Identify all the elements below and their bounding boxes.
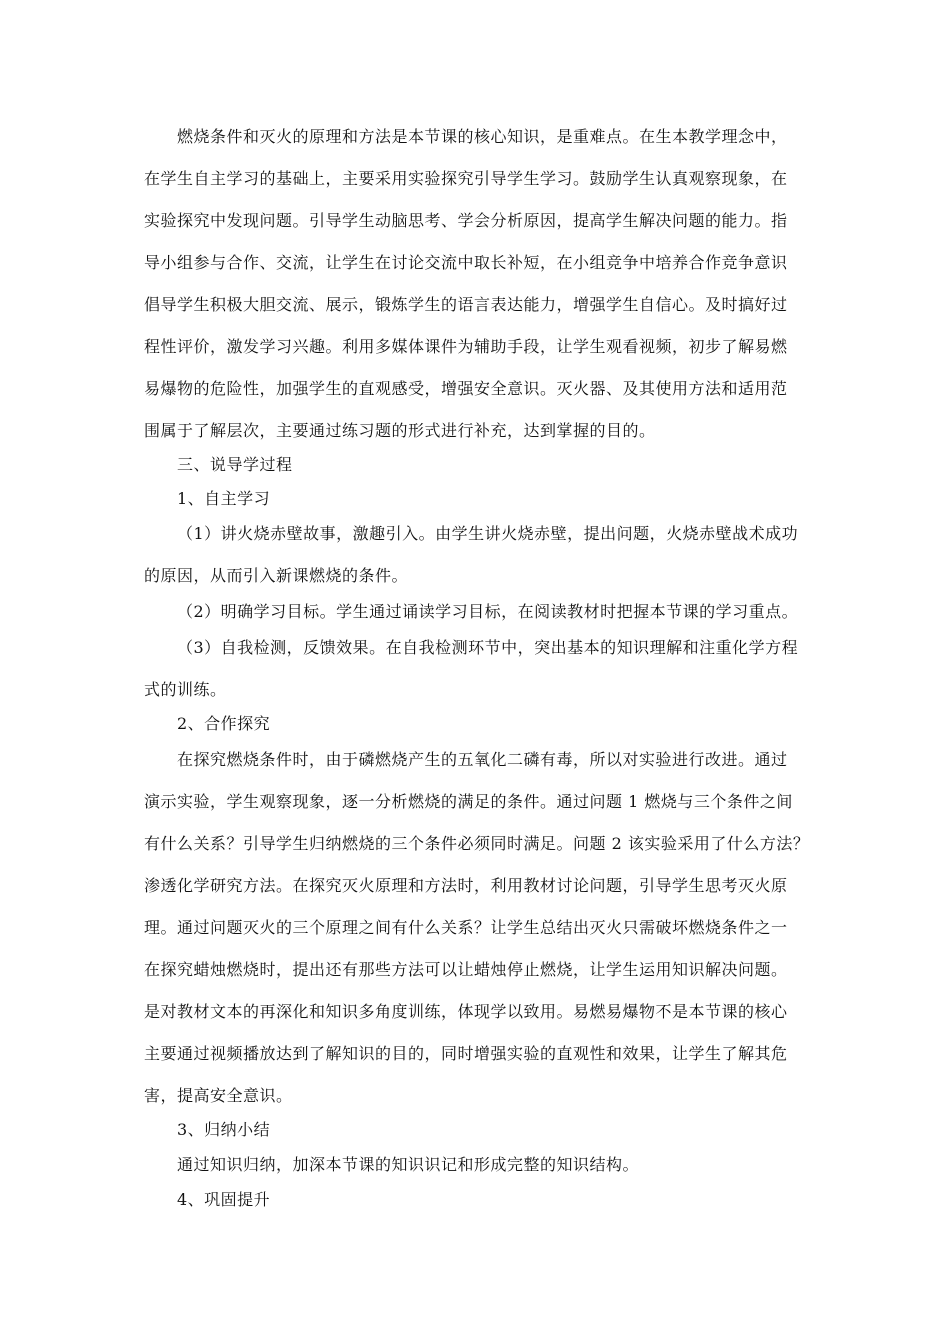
paragraph-line: 在学生自主学习的基础上，主要采用实验探究引导学生学习。鼓励学生认真观察现象，在 (144, 169, 788, 188)
paragraph-line: （2）明确学习目标。学生通过诵读学习目标，在阅读教材时把握本节课的学习重点。 (177, 602, 799, 621)
paragraph-line: 有什么关系？引导学生归纳燃烧的三个条件必须同时满足。问题 2 该实验采用了什么方法？ (144, 834, 810, 853)
paragraph-line: 在探究燃烧条件时，由于磷燃烧产生的五氧化二磷有毒，所以对实验进行改进。通过 (177, 750, 788, 769)
paragraph-line: （3）自我检测，反馈效果。在自我检测环节中，突出基本的知识理解和注重化学方程 (177, 638, 799, 657)
subsection-heading: 1、自主学习 (177, 489, 271, 508)
section-heading: 三、说导学过程 (177, 455, 293, 474)
paragraph-line: 演示实验，学生观察现象，逐一分析燃烧的满足的条件。通过问题 1 燃烧与三个条件之间 (144, 792, 793, 811)
paragraph-line: 程性评价，激发学习兴趣。利用多媒体课件为辅助手段，让学生观看视频，初步了解易燃 (144, 337, 788, 356)
paragraph-line: 实验探究中发现问题。引导学生动脑思考、学会分析原因，提高学生解决问题的能力。指 (144, 211, 788, 230)
paragraph-line: 渗透化学研究方法。在探究灭火原理和方法时，利用教材讨论问题，引导学生思考灭火原 (144, 876, 788, 895)
paragraph-line: （1）讲火烧赤壁故事，激趣引入。由学生讲火烧赤壁，提出问题，火烧赤壁战术成功 (177, 524, 799, 543)
paragraph-line: 主要通过视频播放达到了解知识的目的，同时增强实验的直观性和效果，让学生了解其危 (144, 1044, 788, 1063)
paragraph-line: 易爆物的危险性，加强学生的直观感受，增强安全意识。灭火器、及其使用方法和适用范 (144, 379, 788, 398)
subsection-heading: 2、合作探究 (177, 714, 271, 733)
paragraph-line: 倡导学生积极大胆交流、展示，锻炼学生的语言表达能力，增强学生自信心。及时搞好过 (144, 295, 788, 314)
subsection-heading: 4、巩固提升 (177, 1190, 271, 1209)
paragraph-line: 式的训练。 (144, 680, 227, 699)
paragraph-line: 燃烧条件和灭火的原理和方法是本节课的核心知识，是重难点。在生本教学理念中， (177, 127, 788, 146)
paragraph-line: 在探究蜡烛燃烧时，提出还有那些方法可以让蜡烛停止燃烧，让学生运用知识解决问题。 (144, 960, 788, 979)
paragraph-line: 理。通过问题灭火的三个原理之间有什么关系？让学生总结出灭火只需破坏燃烧条件之一 (144, 918, 788, 937)
paragraph-line: 通过知识归纳，加深本节课的知识识记和形成完整的知识结构。 (177, 1155, 640, 1174)
paragraph-line: 导小组参与合作、交流，让学生在讨论交流中取长补短，在小组竞争中培养合作竞争意识 (144, 253, 788, 272)
paragraph-line: 是对教材文本的再深化和知识多角度训练，体现学以致用。易燃易爆物不是本节课的核心 (144, 1002, 788, 1021)
subsection-heading: 3、归纳小结 (177, 1120, 271, 1139)
paragraph-line: 害，提高安全意识。 (144, 1086, 293, 1105)
paragraph-line: 的原因，从而引入新课燃烧的条件。 (144, 566, 409, 585)
paragraph-line: 围属于了解层次，主要通过练习题的形式进行补充，达到掌握的目的。 (144, 421, 656, 440)
